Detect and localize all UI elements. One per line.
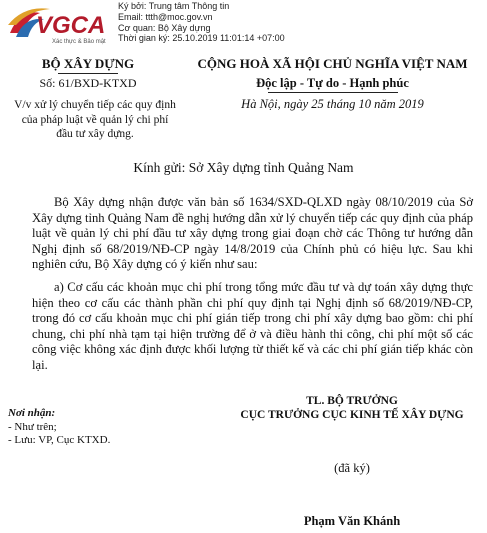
document-subject: V/v xử lý chuyển tiếp các quy định của pháp luật về quản lý chi phí đầu tư xây dựng. <box>14 99 176 140</box>
digital-signature-info <box>118 1 285 44</box>
signer-title <box>216 394 487 422</box>
document-number: Số: 61/BXD-KTXD <box>39 76 137 90</box>
signed-note: (đã ký) <box>334 461 370 475</box>
body-paragraph-intro: Bộ Xây dựng nhận được văn bản số 1634/SXD-QLXD ngày 08/10/2019 của Sở Xây dựng tỉnh Quảng Nam đề nghị hướng dẫn xử lý chuyển tiếp các quy định của pháp luật về quản lý chi phí đầu tư xây dựng trong giai đoạn chờ các Thông tư hướng dẫn Nghị định số 68/2019/NĐ-CP ngày 14/8/2019 của Chính phủ có hiệu lực. Sau khi nghiên cứu, Bộ Xây dựng có ý kiến như sau: <box>32 195 473 271</box>
recipient-item: - Lưu: VP, Cục KTXD. <box>8 434 111 446</box>
recipients-block <box>8 407 110 448</box>
recipient-item: - Như trên; <box>8 420 57 433</box>
vgca-logo-graphic <box>6 3 114 47</box>
signature-time: Thời gian ký: 25.10.2019 11:01:14 +07:00 <box>118 33 285 44</box>
vgca-logo-text: VGCA <box>36 12 106 39</box>
signer-line-2: CỤC TRƯỞNG CỤC KINH TẾ XÂY DỰNG <box>240 409 464 421</box>
national-title: CỘNG HOÀ XÃ HỘI CHỦ NGHĨA VIỆT NAM <box>197 56 468 71</box>
issuing-agency: BỘ XÂY DỰNG <box>41 56 135 71</box>
greeting-recipient: Kính gửi: Sở Xây dựng tỉnh Quảng Nam <box>133 160 354 175</box>
vgca-logo <box>6 3 114 47</box>
national-motto: Độc lập - Tự do - Hạnh phúc <box>256 76 409 90</box>
vgca-logo-tagline: Xác thực & Bảo mật <box>52 39 106 45</box>
signer-line-1: TL. BỘ TRƯỞNG <box>306 395 398 407</box>
signature-email: Email: ttth@moc.gov.vn <box>118 11 213 22</box>
signature-signer: Ký bởi: Trung tâm Thông tin <box>118 1 230 11</box>
body-paragraph-a: a) Cơ cấu các khoản mục chi phí trong tổng mức đầu tư và dự toán xây dựng thực hiện theo cơ cấu các thành phần chi phí quy định tại Nghị định số 68/2019/NĐ-CP, trong đó cơ cấu khoản mục chi phí gián tiếp trong chi phí xây dựng bao gồm: chi phí chung, chi phí nhà tạm tại hiện trường để ở và điều hành thi công, chi phí một số các công việc không xác định được khối lượng từ thiết kế và các chi phí gián tiếp khác còn lại. <box>32 280 473 372</box>
recipients-title: Nơi nhận: <box>8 407 56 419</box>
signer-name: Phạm Văn Khánh <box>303 514 401 528</box>
motto-underline <box>268 92 398 93</box>
signature-agency: Cơ quan: Bộ Xây dựng <box>118 22 211 33</box>
agency-underline <box>58 73 118 74</box>
document-date: Hà Nội, ngày 25 tháng 10 năm 2019 <box>241 97 424 111</box>
